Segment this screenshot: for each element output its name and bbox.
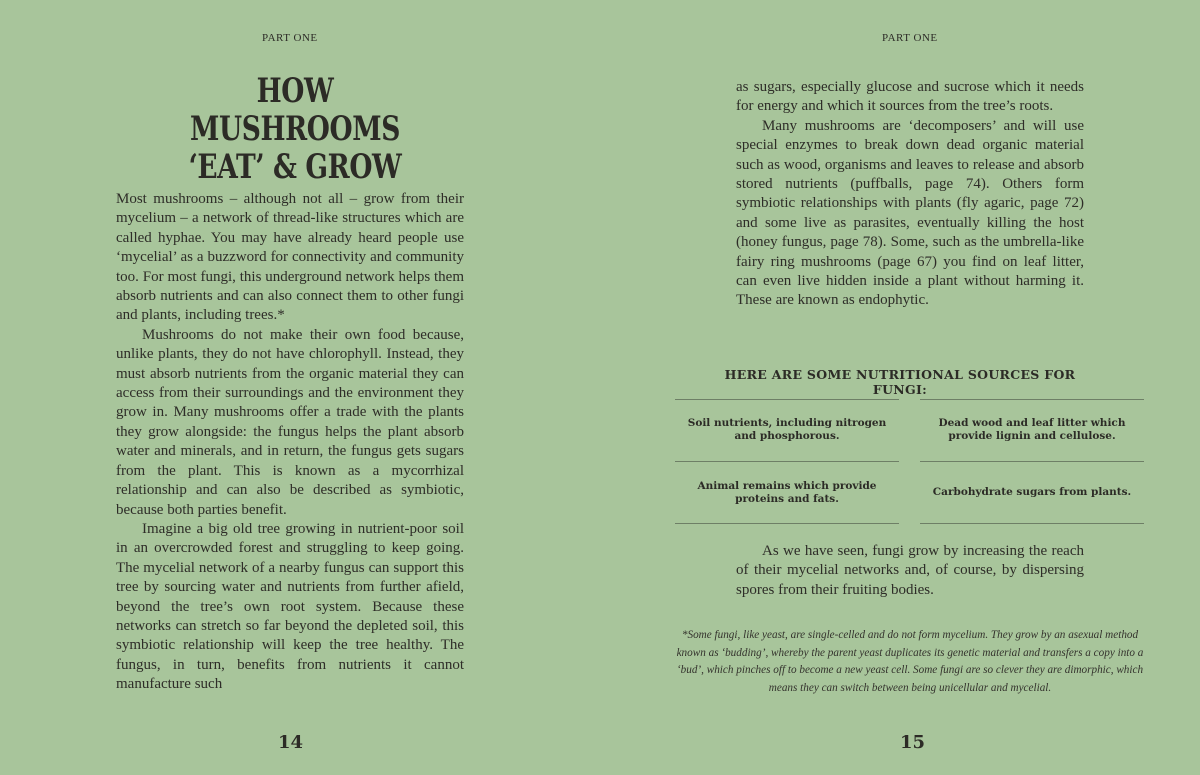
page-number: 14: [278, 732, 304, 753]
closing-paragraph: [736, 542, 1084, 600]
footnote: *Some fungi, like yeast, are single-celled and do not form mycelium. They grow by an asexual method known as ‘budding’, whereby the parent yeast duplicates its genetic material and transfers a copy into a ‘bud’, which pinches off to become a new yeast cell. Some fungi are so clever they are dimorphic, which means they can switch between being unicellular and mycelial.: [676, 629, 1144, 694]
paragraph: Most mushrooms – although not all – grow from their mycelium – a network of thread-like structures which are called hyphae. You may have already heard people use ‘mycelial’ as a buzzword for connectivity and community too. For most fungi, this underground network helps them absorb nutrients and can also connect them to other fungi and plants, including trees.*: [116, 191, 464, 324]
body-text: [736, 78, 1084, 311]
running-head: PART ONE: [262, 32, 318, 44]
running-head: PART ONE: [882, 32, 938, 44]
chapter-title-line-2: ‘EAT’ & GROW: [188, 147, 402, 187]
source-cell: Animal remains which provide proteins and fats.: [675, 461, 899, 524]
chapter-title-line-1: HOW MUSHROOMS: [190, 71, 400, 149]
paragraph: Imagine a big old tree growing in nutrient-poor soil in an overcrowded forest and struggling to keep going. The mycelial network of a nearby fungus can support this tree by sourcing water and nutrients from further afield, beyond the tree’s own root system. Because these networks can stretch so far beyond the depleted soil, this symbiotic relationship will keep the tree healthy. The fungus, in turn, benefits from nutrients it cannot manufacture such: [116, 520, 464, 693]
body-text: [116, 190, 464, 695]
paragraph: Mushrooms do not make their own food because, unlike plants, they do not have chlorophyll. Instead, they must absorb nutrients from the organic material they can access from their surroundings and the environment they grow in. Many mushrooms offer a trade with the plants they grow alongside: the fungus helps the plant absorb water and minerals, and in return, the fungus gets sugars from the plant. This is known as a mycorrhizal relationship and can also be described as symbiotic, because both parties benefit.: [116, 326, 464, 518]
source-cell: Carbohydrate sugars from plants.: [920, 461, 1144, 524]
source-cell: Dead wood and leaf litter which provide lignin and cellulose.: [920, 399, 1144, 459]
source-cell: Soil nutrients, including nitrogen and phosphorous.: [675, 399, 899, 459]
sources-heading: HERE ARE SOME NUTRITIONAL SOURCES FOR FUNGI:: [724, 367, 1076, 397]
paragraph: Many mushrooms are ‘decomposers’ and will use special enzymes to break down dead organic material such as wood, organisms and leaves to release and absorb stored nutrients (puffballs, page 74). Others form symbiotic relationships with plants (fly agaric, page 72) and some live as parasites, eventually killing the host (honey fungus, page 78). Some, such as the umbrella-like fairy ring mushrooms (page 67) you find on leaf litter, can even live hidden inside a plant without harming it. These are known as endophytic.: [736, 117, 1084, 309]
page-number: 15: [900, 732, 926, 753]
paragraph: As we have seen, fungi grow by increasing the reach of their mycelial networks and, of course, by dispersing spores from their fruiting bodies.: [736, 543, 1084, 598]
right-page: [600, 0, 1200, 775]
paragraph: as sugars, especially glucose and sucrose which it needs for energy and which it sources from the tree’s roots.: [736, 79, 1084, 115]
chapter-title: [182, 72, 408, 186]
